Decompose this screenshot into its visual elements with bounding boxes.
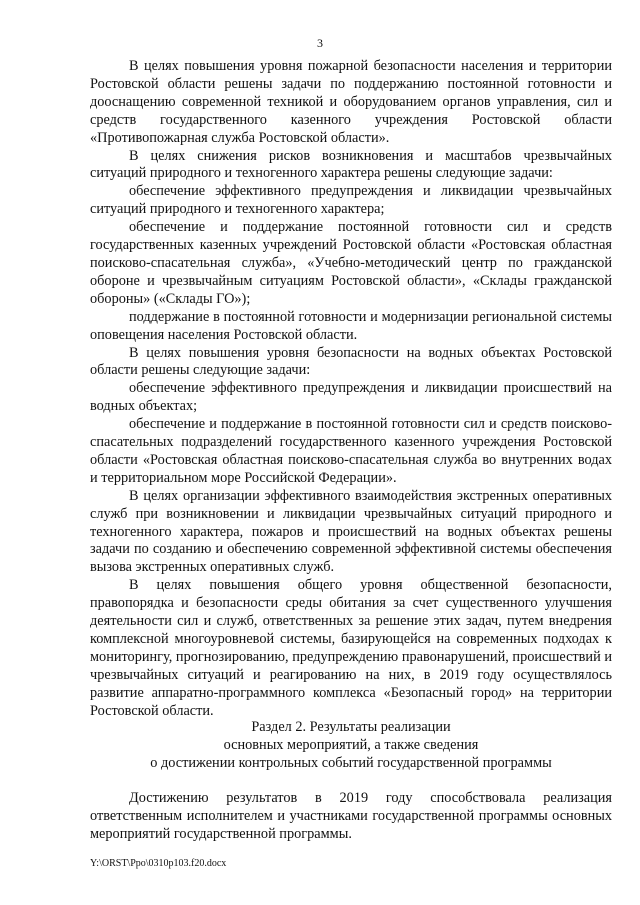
paragraph-water-safety: В целях повышения уровня безопасности на водных объектах Ростовской области решены следующие задачи: xyxy=(90,344,612,379)
page-number: 3 xyxy=(317,36,323,50)
paragraph-readiness-institutions: обеспечение и поддержание постоянной готовности сил и средств государственных казенных учреждений Ростовской области «Ростовская областная поисково-спасательная служба», «Учебно-методический центр по гражданской обороне и чрезвычайным ситуациям Ростовской области», «Склады гражданской обороны» («Склады ГО»); xyxy=(90,219,612,307)
paragraph-fire-safety: В целях повышения уровня пожарной безопасности населения и территории Ростовской области решены задачи по поддержанию постоянной готовности и дооснащению современной техникой и оборудованием органов управления, сил и средств государственного казенного учреждения Ростовской области «Противопожарная служба Ростовской области». xyxy=(90,58,612,146)
section-heading-line: Раздел 2. Результаты реализации xyxy=(251,719,451,735)
body-text xyxy=(90,58,612,721)
paragraph-warning-system: поддержание в постоянной готовности и модернизации региональной системы оповещения населения Ростовской области. xyxy=(90,308,612,343)
section-heading-line: о достижении контрольных событий государственной программы xyxy=(150,755,552,771)
closing-text xyxy=(90,790,612,844)
section-heading-line: основных мероприятий, а также сведения xyxy=(223,737,479,753)
paragraph-safe-city: В целях повышения общего уровня общественной безопасности, правопорядка и безопасности среды обитания за счет существенного улучшения деятельности сил и служб, ответственных за решение этих задач, путем внедрения комплексной многоуровневой системы, базирующейся на современных подходах к мониторингу, прогнозированию, предупреждению правонарушений, происшествий и чрезвычайных ситуаций и реагированию на них, в 2019 году осуществлялось развитие аппаратно-программного комплекса «Безопасный город» на территории Ростовской области. xyxy=(90,577,612,719)
paragraph-emergency-risks: В целях снижения рисков возникновения и масштабов чрезвычайных ситуаций природного и техногенного характера решены следующие задачи: xyxy=(90,147,612,182)
footer-file-path: Y:\ORST\Ppo\0310p103.f20.docx xyxy=(90,858,227,869)
section-heading xyxy=(90,718,612,772)
paragraph-results: Достижению результатов в 2019 году способствовала реализация ответственным исполнителем и участниками государственной программы основных мероприятий государственной программы. xyxy=(90,790,612,842)
paragraph-emergency-prevention: обеспечение эффективного предупреждения и ликвидации чрезвычайных ситуаций природного и техногенного характера; xyxy=(90,183,612,218)
paragraph-rescue-units: обеспечение и поддержание в постоянной готовности сил и средств поисково-спасательных подразделений государственного казенного учреждения Ростовской области «Ростовская областная поисково-спасательная служба во внутренних водах и территориальном море Российской Федерации». xyxy=(90,416,612,486)
paragraph-emergency-services: В целях организации эффективного взаимодействия экстренных оперативных служб при возникновении и ликвидации чрезвычайных ситуаций природного и техногенного характера, пожаров и происшествий на водных объектах решены задачи по созданию и обеспечению современной эффективной системы обеспечения вызова экстренных оперативных служб. xyxy=(90,487,612,576)
paragraph-water-incidents: обеспечение эффективного предупреждения и ликвидации происшествий на водных объектах; xyxy=(90,380,612,415)
